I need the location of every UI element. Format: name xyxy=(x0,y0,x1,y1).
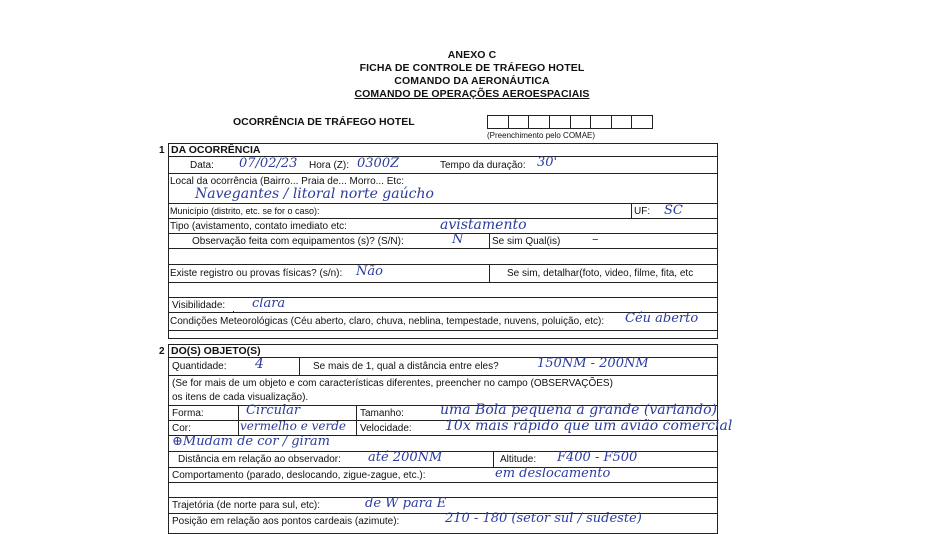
equipment-value[interactable]: N xyxy=(452,232,464,247)
municipality-label: Município (distrito, etc. se for o caso): xyxy=(170,206,320,216)
evidence-label: Existe registro ou provas físicas? (s/n): xyxy=(170,268,343,279)
behavior-label: Comportamento (parado, deslocando, zigue-zague, etc.): xyxy=(172,470,426,481)
type-value[interactable]: avistamento xyxy=(440,217,527,233)
occurrence-title: OCORRÊNCIA DE TRÁFEGO HOTEL xyxy=(233,116,415,128)
duration-label: Tempo da duração: xyxy=(440,160,526,171)
multi-object-note-2: os itens de cada visualização). xyxy=(172,392,309,403)
position-label: Posição em relação aos pontos cardeais (azimute): xyxy=(172,516,400,527)
location-label: Local da ocorrência (Bairro... Praia de... Morro... Etc: xyxy=(170,176,404,187)
multi-object-note-1: (Se for mais de um objeto e com características diferentes, preencher no campo (OBSERVAÇÕES) xyxy=(172,378,613,389)
behavior-value[interactable]: em deslocamento xyxy=(495,466,611,481)
visibility-value[interactable]: clara xyxy=(252,296,286,311)
shape-label: Forma: xyxy=(172,408,204,419)
distance-label: Distância em relação ao observador: xyxy=(178,454,341,465)
section-1-title: DA OCORRÊNCIA xyxy=(171,144,261,156)
shape-value[interactable]: Circular xyxy=(246,403,301,418)
form-title: FICHA DE CONTROLE DE TRÁFEGO HOTEL xyxy=(359,62,585,74)
comae-note: (Preenchimento pelo COMAE) xyxy=(487,131,596,140)
distance-between-value[interactable]: 150NM - 200NM xyxy=(537,356,649,371)
date-value[interactable]: 07/02/23 xyxy=(239,156,298,171)
annex-label: ANEXO C xyxy=(447,49,497,61)
color-label: Cor: xyxy=(172,423,191,434)
uf-value[interactable]: SC xyxy=(664,203,683,218)
location-value[interactable]: Navegantes / litoral norte gaúcho xyxy=(195,186,434,202)
altitude-label: Altitude: xyxy=(500,454,537,465)
size-label: Tamanho: xyxy=(360,408,404,419)
time-label: Hora (Z): xyxy=(309,160,349,171)
size-value[interactable]: uma Bola pequena a grande (variando) xyxy=(440,402,718,418)
trajectory-value[interactable]: de W para E xyxy=(365,496,447,511)
section-2-number: 2 xyxy=(159,346,165,357)
color-value[interactable]: vermelho e verde xyxy=(240,419,347,433)
which-value[interactable]: – xyxy=(592,232,599,247)
uf-label: UF: xyxy=(634,206,651,217)
speed-value[interactable]: 10x mais rápido que um avião comercial xyxy=(445,418,733,434)
type-label: Tipo (avistamento, contato imediato etc: xyxy=(170,221,347,232)
section-1-number: 1 xyxy=(159,145,165,156)
distance-value[interactable]: até 200NM xyxy=(368,450,443,465)
org-line-1: COMANDO DA AERONÁUTICA xyxy=(394,75,550,87)
weather-label: Condições Meteorológicas (Céu aberto, claro, chuva, neblina, tempestade, nuvens, poluição, etc): xyxy=(170,316,605,327)
position-value[interactable]: 210 - 180 (setor sul / sudeste) xyxy=(445,511,642,526)
evidence-value[interactable]: Não xyxy=(356,264,383,279)
comae-id-boxes[interactable] xyxy=(487,115,653,129)
evidence-detail-label: Se sim, detalhar(foto, video, filme, fita, etc xyxy=(507,268,694,279)
section-2-title: DO(S) OBJETO(S) xyxy=(171,345,261,357)
quantity-label: Quantidade: xyxy=(172,361,227,372)
weather-value[interactable]: Céu aberto xyxy=(625,311,699,326)
date-label: Data: xyxy=(190,160,214,171)
equipment-label: Observação feita com equipamentos (s)? (S/N): xyxy=(192,236,404,247)
distance-between-label: Se mais de 1, qual a distância entre eles? xyxy=(313,361,499,372)
time-value[interactable]: 0300Z xyxy=(357,156,400,171)
color-extra-note[interactable]: ⊕Mudam de cor / giram xyxy=(172,434,330,449)
which-label: Se sim Qual(is) xyxy=(492,236,561,247)
org-line-2: COMANDO DE OPERAÇÕES AEROESPACIAIS xyxy=(354,88,590,100)
quantity-value[interactable]: 4 xyxy=(255,356,264,372)
trajectory-label: Trajetória (de norte para sul, etc): xyxy=(172,500,321,511)
duration-value[interactable]: 30' xyxy=(537,155,558,170)
altitude-value[interactable]: F400 - F500 xyxy=(557,450,638,465)
visibility-label: Visibilidade: xyxy=(172,300,226,311)
speed-label: Velocidade: xyxy=(360,423,412,434)
